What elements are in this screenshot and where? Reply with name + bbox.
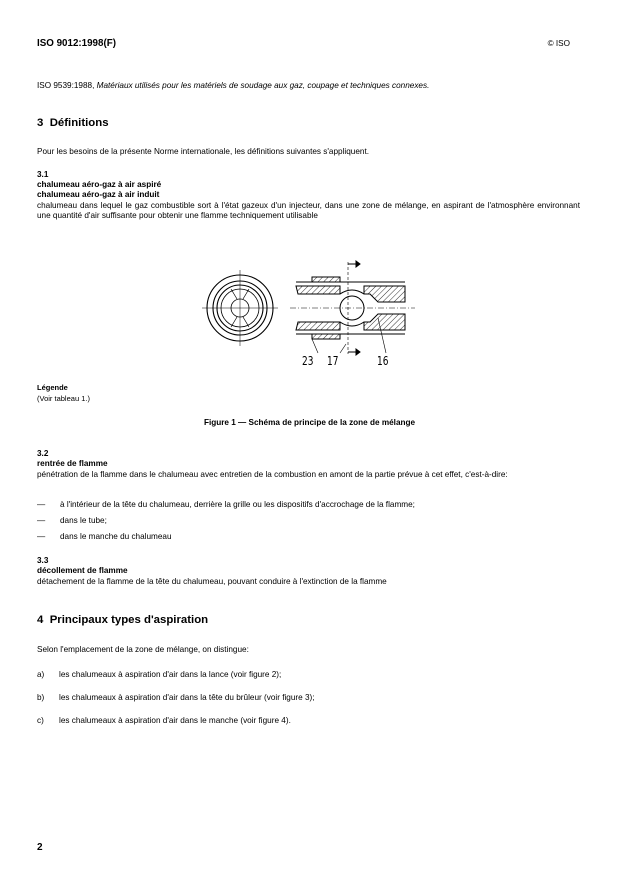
- section-3-intro: Pour les besoins de la présente Norme internationale, les définitions suivantes s'appliquent.: [37, 147, 369, 156]
- section-4-heading: [37, 614, 208, 626]
- definition-3-3-number: 3.3: [37, 556, 49, 565]
- figure-1-legend-text: (Voir tableau 1.): [37, 394, 90, 403]
- list-item: à l'intérieur de la tête du chalumeau, derrière la grille ou les dispositifs d'accrochage de la flamme;: [60, 500, 415, 509]
- figure-1-legend-title: Légende: [37, 383, 68, 392]
- section-4-intro: Selon l'emplacement de la zone de mélange, on distingue:: [37, 645, 249, 654]
- figure-1-callout-16: 16: [377, 354, 389, 368]
- list-item: dans le manche du chalumeau: [60, 532, 172, 541]
- list-item: les chalumeaux à aspiration d'air dans la lance (voir figure 2);: [59, 670, 282, 679]
- definition-3-1-admitted-term: chalumeau aéro-gaz à air induit: [37, 190, 160, 199]
- section-3-heading: [37, 117, 109, 129]
- definition-3-1-term: chalumeau aéro-gaz à air aspiré: [37, 180, 162, 189]
- section-3-number: 3: [37, 117, 44, 129]
- section-4-title: Principaux types d'aspiration: [49, 614, 209, 626]
- definition-3-2-term: rentrée de flamme: [37, 459, 108, 468]
- normative-reference: [37, 81, 429, 90]
- list-dash: —: [37, 532, 46, 541]
- definition-3-2-text: pénétration de la flamme dans le chalumeau avec entretien de la combustion en amont de la partie prévue à cet effet, c'est-à-dire:: [37, 470, 508, 479]
- definition-3-2-number: 3.2: [37, 449, 49, 458]
- figure-1-caption: Figure 1 — Schéma de principe de la zone de mélange: [203, 418, 416, 427]
- copyright-mark: © ISO: [547, 39, 570, 48]
- definition-3-3-text: détachement de la flamme de la tête du chalumeau, pouvant conduire à l'extinction de la flamme: [37, 577, 387, 586]
- cross-section-view: [202, 270, 278, 346]
- section-4-number: 4: [37, 614, 44, 626]
- list-item: les chalumeaux à aspiration d'air dans le manche (voir figure 4).: [59, 716, 291, 725]
- figure-1-callout-23: 23: [302, 354, 314, 368]
- definition-3-1-text: chalumeau dans lequel le gaz combustible sort à l'état gazeux d'un injecteur, dans une zone de mélange, en aspirant de l'atmosphère environnant une quantité d'air suffisante pour obtenir une flamme techniquement utilisable: [37, 201, 580, 221]
- page-number: 2: [37, 842, 43, 853]
- list-item-label: a): [37, 670, 45, 679]
- list-dash: —: [37, 500, 46, 509]
- reference-code: ISO 9539:1988,: [37, 81, 97, 90]
- reference-title: Matériaux utilisés pour les matériels de soudage aux gaz, coupage et techniques connexes.: [96, 81, 430, 90]
- list-item-label: b): [37, 693, 45, 702]
- definition-3-1-number: 3.1: [37, 170, 49, 179]
- definition-3-3-term: décollement de flamme: [37, 566, 128, 575]
- list-item-label: c): [37, 716, 44, 725]
- section-3-title: Définitions: [49, 117, 109, 129]
- figure-1-callout-17: 17: [327, 354, 339, 368]
- longitudinal-section-view: [290, 261, 415, 355]
- document-id: ISO 9012:1998(F): [37, 38, 116, 49]
- list-item: dans le tube;: [60, 516, 107, 525]
- list-dash: —: [37, 516, 46, 525]
- list-item: les chalumeaux à aspiration d'air dans la tête du brûleur (voir figure 3);: [59, 693, 315, 702]
